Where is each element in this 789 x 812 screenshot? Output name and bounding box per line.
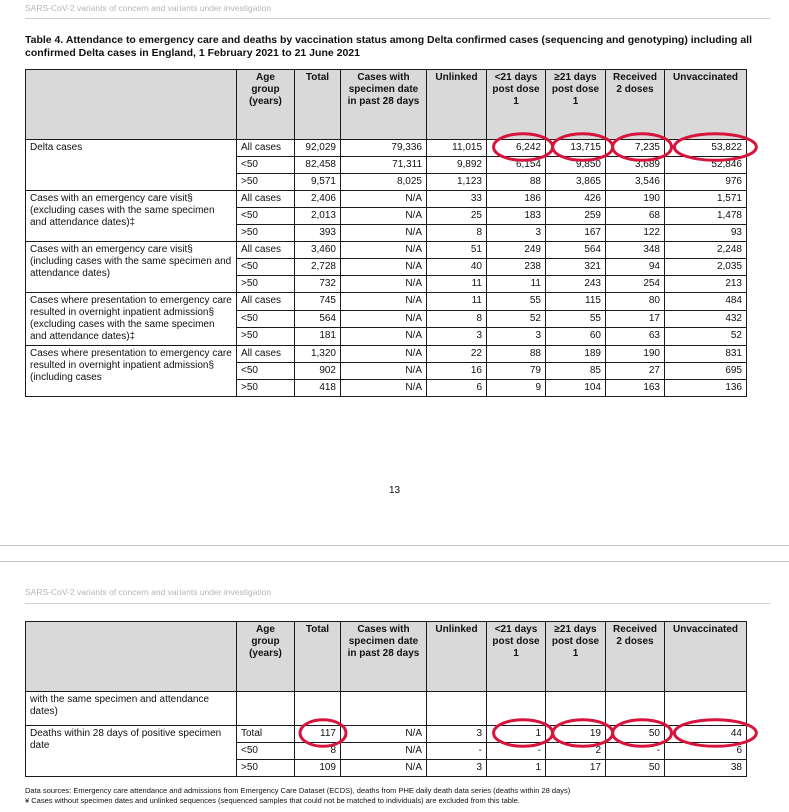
value-cell: 8,025 bbox=[341, 174, 427, 191]
empty-cell bbox=[606, 692, 665, 726]
age-group-header: Age group (years) bbox=[237, 70, 295, 140]
footnotes bbox=[25, 786, 785, 806]
value-cell: 60 bbox=[546, 328, 606, 346]
lt21-days-header: <21 days post dose 1 bbox=[487, 622, 546, 692]
empty-cell bbox=[237, 692, 295, 726]
value-cell: 85 bbox=[546, 363, 606, 380]
value-cell: 181 bbox=[295, 328, 341, 346]
value-cell: 9 bbox=[487, 380, 546, 397]
value-cell: N/A bbox=[341, 363, 427, 380]
value-cell: 9,892 bbox=[427, 157, 487, 174]
value-cell: 117 bbox=[295, 726, 341, 743]
value-cell: 55 bbox=[546, 310, 606, 328]
value-cell: 6 bbox=[427, 380, 487, 397]
value-cell: 82,458 bbox=[295, 157, 341, 174]
age-group-cell: All cases bbox=[237, 242, 295, 259]
ge21-days-header: ≥21 days post dose 1 bbox=[546, 70, 606, 140]
age-group-header: Age group (years) bbox=[237, 622, 295, 692]
age-group-cell: >50 bbox=[237, 760, 295, 777]
value-cell: 79,336 bbox=[341, 140, 427, 157]
age-group-cell: All cases bbox=[237, 346, 295, 363]
value-cell: 6,242 bbox=[487, 140, 546, 157]
value-cell: 186 bbox=[487, 191, 546, 208]
value-cell: 50 bbox=[606, 760, 665, 777]
value-cell: 902 bbox=[295, 363, 341, 380]
value-cell: 9,850 bbox=[546, 157, 606, 174]
value-cell: 2 bbox=[546, 743, 606, 760]
value-cell: 11 bbox=[427, 276, 487, 293]
value-cell: 136 bbox=[665, 380, 747, 397]
value-cell: 11 bbox=[487, 276, 546, 293]
page-break bbox=[0, 545, 789, 562]
value-cell: 122 bbox=[606, 225, 665, 242]
lt21-days-header: <21 days post dose 1 bbox=[487, 70, 546, 140]
value-cell: N/A bbox=[341, 276, 427, 293]
unvaccinated-header: Unvaccinated bbox=[665, 70, 747, 140]
value-cell: 7,235 bbox=[606, 140, 665, 157]
age-group-cell: >50 bbox=[237, 276, 295, 293]
header-divider bbox=[25, 603, 770, 604]
value-cell: 11 bbox=[427, 293, 487, 311]
value-cell: 976 bbox=[665, 174, 747, 191]
age-group-cell: <50 bbox=[237, 363, 295, 380]
header-divider bbox=[25, 18, 770, 19]
value-cell: - bbox=[427, 743, 487, 760]
value-cell: 55 bbox=[487, 293, 546, 311]
age-group-cell: >50 bbox=[237, 380, 295, 397]
value-cell: 52,846 bbox=[665, 157, 747, 174]
total-header: Total bbox=[295, 70, 341, 140]
age-group-cell: >50 bbox=[237, 174, 295, 191]
value-cell: 52 bbox=[665, 328, 747, 346]
empty-cell bbox=[665, 692, 747, 726]
value-cell: 831 bbox=[665, 346, 747, 363]
value-cell: 8 bbox=[427, 225, 487, 242]
row-group-label: Cases where presentation to emergency care resulted in overnight inpatient admission§ (excluding cases with the same specimen and attendance dates)‡ bbox=[26, 293, 237, 346]
value-cell: 254 bbox=[606, 276, 665, 293]
value-cell: N/A bbox=[341, 743, 427, 760]
empty-cell bbox=[546, 692, 606, 726]
value-cell: 88 bbox=[487, 174, 546, 191]
age-group-cell: <50 bbox=[237, 743, 295, 760]
value-cell: 6,154 bbox=[487, 157, 546, 174]
value-cell: 80 bbox=[606, 293, 665, 311]
age-group-cell: <50 bbox=[237, 259, 295, 276]
value-cell: 50 bbox=[606, 726, 665, 743]
value-cell: 13,715 bbox=[546, 140, 606, 157]
value-cell: 190 bbox=[606, 191, 665, 208]
value-cell: 167 bbox=[546, 225, 606, 242]
age-group-cell: All cases bbox=[237, 191, 295, 208]
value-cell: 393 bbox=[295, 225, 341, 242]
value-cell: 2,035 bbox=[665, 259, 747, 276]
value-cell: 3,460 bbox=[295, 242, 341, 259]
row-group-label: Cases where presentation to emergency care resulted in overnight inpatient admission§ (including cases bbox=[26, 346, 237, 397]
value-cell: 2,406 bbox=[295, 191, 341, 208]
value-cell: 53,822 bbox=[665, 140, 747, 157]
value-cell: 44 bbox=[665, 726, 747, 743]
unlinked-header: Unlinked bbox=[427, 622, 487, 692]
value-cell: 183 bbox=[487, 208, 546, 225]
unlinked-header: Unlinked bbox=[427, 70, 487, 140]
value-cell: N/A bbox=[341, 310, 427, 328]
value-cell: N/A bbox=[341, 259, 427, 276]
age-group-cell: <50 bbox=[237, 157, 295, 174]
value-cell: 3,546 bbox=[606, 174, 665, 191]
recent-specimen-header: Cases with specimen date in past 28 days bbox=[341, 622, 427, 692]
continuation-label: with the same specimen and attendance dates) bbox=[26, 692, 237, 726]
value-cell: N/A bbox=[341, 242, 427, 259]
recent-specimen-header: Cases with specimen date in past 28 days bbox=[341, 70, 427, 140]
deaths-table bbox=[25, 621, 747, 777]
table-row bbox=[26, 140, 747, 157]
age-group-cell: All cases bbox=[237, 140, 295, 157]
value-cell: N/A bbox=[341, 380, 427, 397]
total-header: Total bbox=[295, 622, 341, 692]
value-cell: 71,311 bbox=[341, 157, 427, 174]
value-cell: 93 bbox=[665, 225, 747, 242]
value-cell: 115 bbox=[546, 293, 606, 311]
value-cell: - bbox=[606, 743, 665, 760]
unvaccinated-header: Unvaccinated bbox=[665, 622, 747, 692]
page-number: 13 bbox=[388, 485, 401, 496]
value-cell: 259 bbox=[546, 208, 606, 225]
age-group-cell: >50 bbox=[237, 225, 295, 242]
value-cell: 8 bbox=[295, 743, 341, 760]
value-cell: 348 bbox=[606, 242, 665, 259]
value-cell: 63 bbox=[606, 328, 665, 346]
value-cell: 52 bbox=[487, 310, 546, 328]
value-cell: 51 bbox=[427, 242, 487, 259]
value-cell: 17 bbox=[546, 760, 606, 777]
value-cell: 321 bbox=[546, 259, 606, 276]
footnote-exclusions: ¥ Cases without specimen dates and unlinked sequences (sequenced samples that could not be matched to individuals) are excluded from this table. bbox=[25, 796, 520, 805]
value-cell: 249 bbox=[487, 242, 546, 259]
page-header: SARS-CoV-2 variants of concern and variants under investigation bbox=[25, 587, 272, 597]
value-cell: 564 bbox=[546, 242, 606, 259]
value-cell: N/A bbox=[341, 726, 427, 743]
age-group-cell: All cases bbox=[237, 293, 295, 311]
value-cell: 1,123 bbox=[427, 174, 487, 191]
value-cell: 189 bbox=[546, 346, 606, 363]
value-cell: 6 bbox=[665, 743, 747, 760]
value-cell: 3 bbox=[487, 225, 546, 242]
value-cell: 2,013 bbox=[295, 208, 341, 225]
value-cell: 3,689 bbox=[606, 157, 665, 174]
table-title: Table 4. Attendance to emergency care and deaths by vaccination status among Delta confirmed cases (sequencing and genotyping) including all confirmed Delta cases in England, 1 February 2021 to 21 June 2021 bbox=[25, 34, 753, 59]
value-cell: 484 bbox=[665, 293, 747, 311]
ge21-days-header: ≥21 days post dose 1 bbox=[546, 622, 606, 692]
table-row bbox=[26, 191, 747, 208]
footnote-sources: Data sources: Emergency care attendance and admissions from Emergency Care Dataset (ECDS), deaths from PHE daily death data series (deaths within 28 days) bbox=[25, 786, 571, 795]
value-cell: 1,478 bbox=[665, 208, 747, 225]
value-cell: N/A bbox=[341, 346, 427, 363]
row-group-label: Deaths within 28 days of positive specimen date bbox=[26, 726, 237, 777]
two-doses-header: Received 2 doses bbox=[606, 70, 665, 140]
value-cell: 25 bbox=[427, 208, 487, 225]
table-row bbox=[26, 346, 747, 363]
value-cell: 564 bbox=[295, 310, 341, 328]
value-cell: 33 bbox=[427, 191, 487, 208]
row-group-label: Cases with an emergency care visit§ (including cases with the same specimen and attendance dates) bbox=[26, 242, 237, 293]
value-cell: 104 bbox=[546, 380, 606, 397]
page-header: SARS-CoV-2 variants of concern and variants under investigation bbox=[25, 3, 272, 13]
value-cell: N/A bbox=[341, 328, 427, 346]
age-group-cell: Total bbox=[237, 726, 295, 743]
table-row bbox=[26, 293, 747, 311]
value-cell: 418 bbox=[295, 380, 341, 397]
blank-header bbox=[26, 70, 237, 140]
value-cell: 79 bbox=[487, 363, 546, 380]
empty-cell bbox=[487, 692, 546, 726]
value-cell: 2,248 bbox=[665, 242, 747, 259]
value-cell: - bbox=[487, 743, 546, 760]
value-cell: 745 bbox=[295, 293, 341, 311]
value-cell: 2,728 bbox=[295, 259, 341, 276]
vaccination-status-table bbox=[25, 69, 747, 397]
value-cell: 426 bbox=[546, 191, 606, 208]
value-cell: 94 bbox=[606, 259, 665, 276]
two-doses-header: Received 2 doses bbox=[606, 622, 665, 692]
value-cell: 163 bbox=[606, 380, 665, 397]
value-cell: N/A bbox=[341, 208, 427, 225]
value-cell: 88 bbox=[487, 346, 546, 363]
value-cell: N/A bbox=[341, 293, 427, 311]
value-cell: 732 bbox=[295, 276, 341, 293]
table-row bbox=[26, 242, 747, 259]
value-cell: 1 bbox=[487, 726, 546, 743]
value-cell: 190 bbox=[606, 346, 665, 363]
value-cell: 16 bbox=[427, 363, 487, 380]
age-group-cell: <50 bbox=[237, 310, 295, 328]
empty-cell bbox=[427, 692, 487, 726]
value-cell: 1 bbox=[487, 760, 546, 777]
value-cell: 213 bbox=[665, 276, 747, 293]
value-cell: 1,571 bbox=[665, 191, 747, 208]
value-cell: N/A bbox=[341, 760, 427, 777]
blank-header bbox=[26, 622, 237, 692]
value-cell: 243 bbox=[546, 276, 606, 293]
value-cell: 22 bbox=[427, 346, 487, 363]
value-cell: 3 bbox=[487, 328, 546, 346]
value-cell: N/A bbox=[341, 191, 427, 208]
value-cell: 1,320 bbox=[295, 346, 341, 363]
table-row bbox=[26, 726, 747, 743]
value-cell: 92,029 bbox=[295, 140, 341, 157]
value-cell: 17 bbox=[606, 310, 665, 328]
row-group-label: Delta cases bbox=[26, 140, 237, 191]
value-cell: 3 bbox=[427, 760, 487, 777]
value-cell: 27 bbox=[606, 363, 665, 380]
age-group-cell: >50 bbox=[237, 328, 295, 346]
value-cell: 432 bbox=[665, 310, 747, 328]
value-cell: N/A bbox=[341, 225, 427, 242]
value-cell: 11,015 bbox=[427, 140, 487, 157]
value-cell: 109 bbox=[295, 760, 341, 777]
value-cell: 9,571 bbox=[295, 174, 341, 191]
value-cell: 68 bbox=[606, 208, 665, 225]
empty-cell bbox=[295, 692, 341, 726]
row-group-label: Cases with an emergency care visit§ (excluding cases with the same specimen and attendance dates)‡ bbox=[26, 191, 237, 242]
value-cell: 3 bbox=[427, 726, 487, 743]
value-cell: 3 bbox=[427, 328, 487, 346]
age-group-cell: <50 bbox=[237, 208, 295, 225]
value-cell: 238 bbox=[487, 259, 546, 276]
value-cell: 3,865 bbox=[546, 174, 606, 191]
empty-cell bbox=[341, 692, 427, 726]
value-cell: 695 bbox=[665, 363, 747, 380]
value-cell: 19 bbox=[546, 726, 606, 743]
value-cell: 40 bbox=[427, 259, 487, 276]
value-cell: 8 bbox=[427, 310, 487, 328]
value-cell: 38 bbox=[665, 760, 747, 777]
